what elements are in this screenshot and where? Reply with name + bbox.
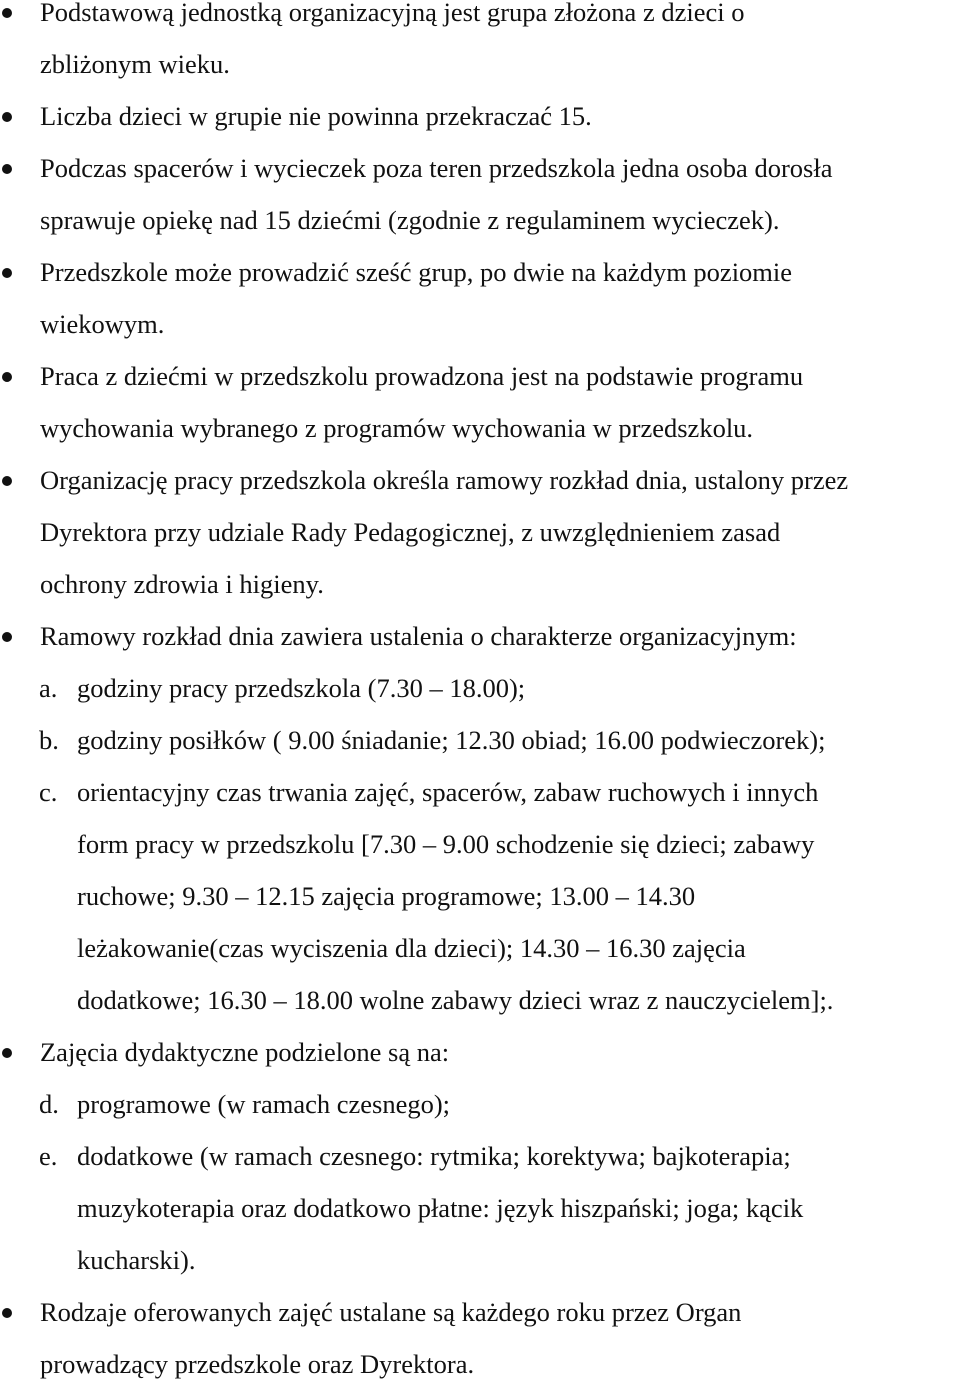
text-line: Przedszkole może prowadzić sześć grup, po dwie na każdym poziomie [40,257,793,287]
text-line: orientacyjny czas trwania zajęć, spacerów, zabaw ruchowych i innych [77,777,819,807]
text-line: godziny pracy przedszkola (7.30 – 18.00); [77,673,526,703]
sub-list-item [0,714,960,766]
bullet-icon [2,1308,12,1318]
text-line: Dyrektora przy udziale Rady Pedagogicznej, z uwzględnieniem zasad [40,517,781,547]
sub-list-item [0,1130,960,1286]
bullet-item [0,90,960,142]
bullet-item [0,610,960,662]
text-line: Zajęcia dydaktyczne podzielone są na: [40,1037,450,1067]
text-line: programowe (w ramach czesnego); [77,1089,451,1119]
list-marker: e. [39,1141,58,1171]
bullet-item [0,350,960,454]
sub-list-item [0,766,960,1026]
text-line: wychowania wybranego z programów wychowania w przedszkolu. [40,413,754,443]
bullet-icon [2,1048,12,1058]
bullet-icon [2,632,12,642]
text-line: form pracy w przedszkolu [7.30 – 9.00 schodzenie się dzieci; zabawy [77,829,815,859]
bullet-icon [2,8,12,18]
text-line: leżakowanie(czas wyciszenia dla dzieci); 14.30 – 16.30 zajęcia [77,933,746,963]
text-line: ruchowe; 9.30 – 12.15 zajęcia programowe; 13.00 – 14.30 [77,881,696,911]
sub-list-item [0,662,960,714]
bullet-item [0,1286,960,1390]
text-line: ochrony zdrowia i higieny. [40,569,324,599]
text-line: Organizację pracy przedszkola określa ramowy rozkład dnia, ustalony przez [40,465,849,495]
bullet-icon [2,112,12,122]
text-line: wiekowym. [40,309,165,339]
text-line: Ramowy rozkład dnia zawiera ustalenia o charakterze organizacyjnym: [40,621,797,651]
bullet-item [0,454,960,610]
sub-list-item [0,1078,960,1130]
text-line: prowadzący przedszkole oraz Dyrektora. [40,1349,475,1379]
text-line: muzykoterapia oraz dodatkowo płatne: język hiszpański; joga; kącik [77,1193,804,1223]
bullet-icon [2,372,12,382]
text-line: zbliżonym wieku. [40,49,230,79]
bullet-icon [2,164,12,174]
bullet-icon [2,268,12,278]
text-line: godziny posiłków ( 9.00 śniadanie; 12.30 obiad; 16.00 podwieczorek); [77,725,826,755]
text-line: sprawuje opiekę nad 15 dziećmi (zgodnie z regulaminem wycieczek). [40,205,780,235]
bullet-icon [2,476,12,486]
text-line: Liczba dzieci w grupie nie powinna przekraczać 15. [40,101,592,131]
bullet-item [0,142,960,246]
list-marker: a. [39,673,58,703]
list-marker: c. [39,777,58,807]
bullet-item [0,0,960,90]
text-line: Podczas spacerów i wycieczek poza teren przedszkola jedna osoba dorosła [40,153,833,183]
bullet-item [0,246,960,350]
text-line: dodatkowe (w ramach czesnego: rytmika; korektywa; bajkoterapia; [77,1141,791,1171]
text-line: Praca z dziećmi w przedszkolu prowadzona jest na podstawie programu [40,361,804,391]
list-marker: b. [39,725,59,755]
text-line: kucharski). [77,1245,196,1275]
text-line: dodatkowe; 16.30 – 18.00 wolne zabawy dzieci wraz z nauczycielem];. [77,985,834,1015]
text-line: Rodzaje oferowanych zajęć ustalane są każdego roku przez Organ [40,1297,742,1327]
list-marker: d. [39,1089,59,1119]
text-line: Podstawową jednostką organizacyjną jest grupa złożona z dzieci o [40,0,745,27]
bullet-item [0,1026,960,1078]
